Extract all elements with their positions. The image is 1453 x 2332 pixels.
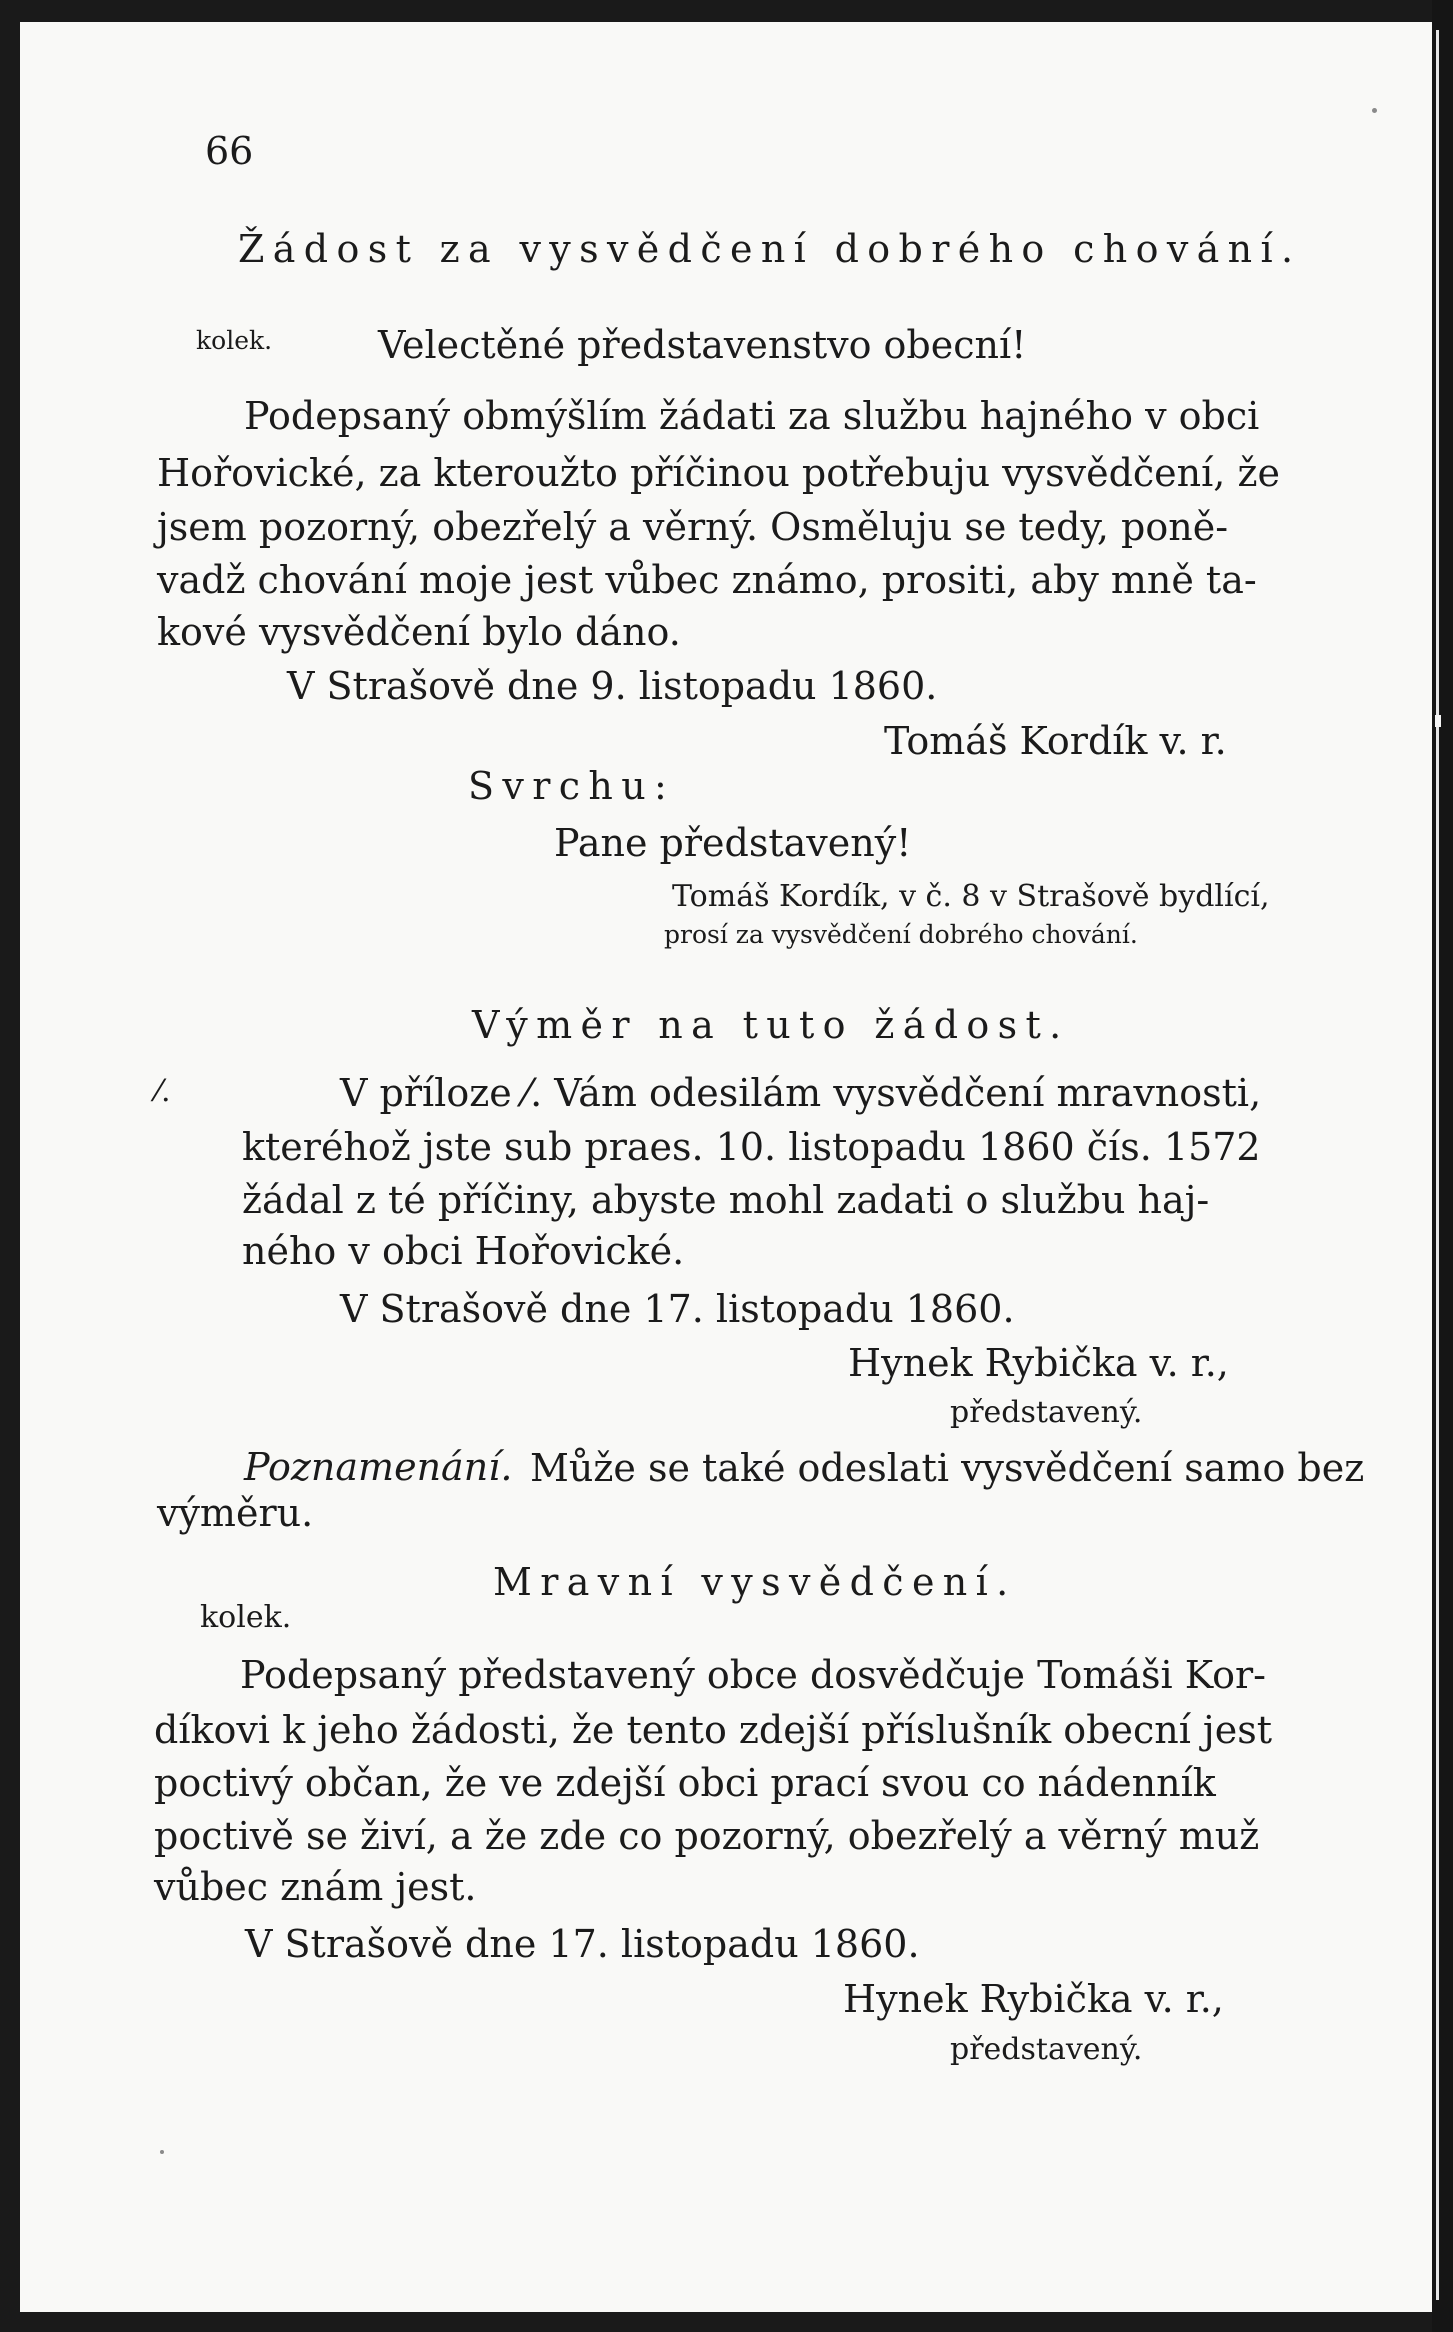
section2-signature-role: představený. bbox=[950, 1395, 1143, 1430]
section3-signature-role: představený. bbox=[950, 2032, 1143, 2067]
section2-line: žádal z té příčiny, abyste mohl zadati o službu haj- bbox=[242, 1178, 1210, 1222]
edge-mark bbox=[1435, 715, 1441, 727]
section3-title: Mravní vysvědčení. bbox=[493, 1560, 1017, 1604]
edge-strip bbox=[1436, 30, 1439, 2300]
section2-date: V Strašově dne 17. listopadu 1860. bbox=[340, 1287, 1015, 1331]
section2-title: Výměr na tuto žádost. bbox=[472, 1003, 1070, 1047]
section3-date: V Strašově dne 17. listopadu 1860. bbox=[245, 1922, 920, 1966]
section1-salutation: Velectěné představenstvo obecní! bbox=[378, 323, 1027, 367]
section3-stamp-label: kolek. bbox=[200, 1600, 292, 1635]
section1-line: kové vysvědčení bylo dáno. bbox=[157, 610, 681, 654]
section1-stamp-label: kolek. bbox=[196, 326, 273, 355]
section1-signature: Tomáš Kordík v. r. bbox=[884, 719, 1227, 763]
section3-line: poctivý občan, že ve zdejší obci prací svou co nádenník bbox=[154, 1761, 1216, 1805]
section3-signature: Hynek Rybička v. r., bbox=[843, 1977, 1224, 2021]
section1-summary-line: prosí za vysvědčení dobrého chování. bbox=[664, 920, 1138, 949]
section2-line: ného v obci Hořovické. bbox=[242, 1229, 685, 1273]
section1-address: Pane představený! bbox=[554, 821, 912, 865]
note-text: výměru. bbox=[157, 1491, 314, 1535]
section1-line: Hořovické, za kteroužto příčinou potřebuju vysvědčení, že bbox=[157, 451, 1280, 495]
section1-line: vadž chování moje jest vůbec známo, prositi, aby mně ta- bbox=[157, 558, 1257, 602]
section3-line: vůbec znám jest. bbox=[154, 1865, 477, 1909]
section1-outside-label: Svrchu: bbox=[468, 764, 676, 808]
section1-summary-line: Tomáš Kordík, v č. 8 v Strašově bydlící, bbox=[672, 879, 1270, 914]
section2-line: V příloze ⁄. Vám odesilám vysvědčení mravnosti, bbox=[340, 1071, 1262, 1115]
section1-title: Žádost za vysvědčení dobrého chování. bbox=[238, 227, 1302, 271]
section2-signature: Hynek Rybička v. r., bbox=[848, 1341, 1229, 1385]
page-edge-border bbox=[1432, 0, 1453, 2332]
section1-date: V Strašově dne 9. listopadu 1860. bbox=[287, 664, 938, 708]
note-label: Poznamenání. bbox=[244, 1445, 513, 1489]
speck bbox=[1372, 108, 1377, 113]
enclosure-mark: ⁄. bbox=[156, 1074, 171, 1109]
section2-line: kteréhož jste sub praes. 10. listopadu 1860 čís. 1572 bbox=[242, 1125, 1261, 1169]
section3-line: poctivě se živí, a že zde co pozorný, obezřelý a věrný muž bbox=[154, 1814, 1260, 1858]
section1-line: jsem pozorný, obezřelý a věrný. Osměluju se tedy, poně- bbox=[157, 505, 1229, 549]
section3-line: díkovi k jeho žádosti, že tento zdejší příslušník obecní jest bbox=[154, 1708, 1272, 1752]
section3-line: Podepsaný představený obce dosvědčuje Tomáši Kor- bbox=[240, 1653, 1267, 1697]
section1-line: Podepsaný obmýšlím žádati za službu hajného v obci bbox=[244, 394, 1260, 438]
note-text: Může se také odeslati vysvědčení samo bez bbox=[530, 1446, 1365, 1490]
speck bbox=[160, 2150, 164, 2154]
page-number: 66 bbox=[205, 129, 254, 173]
